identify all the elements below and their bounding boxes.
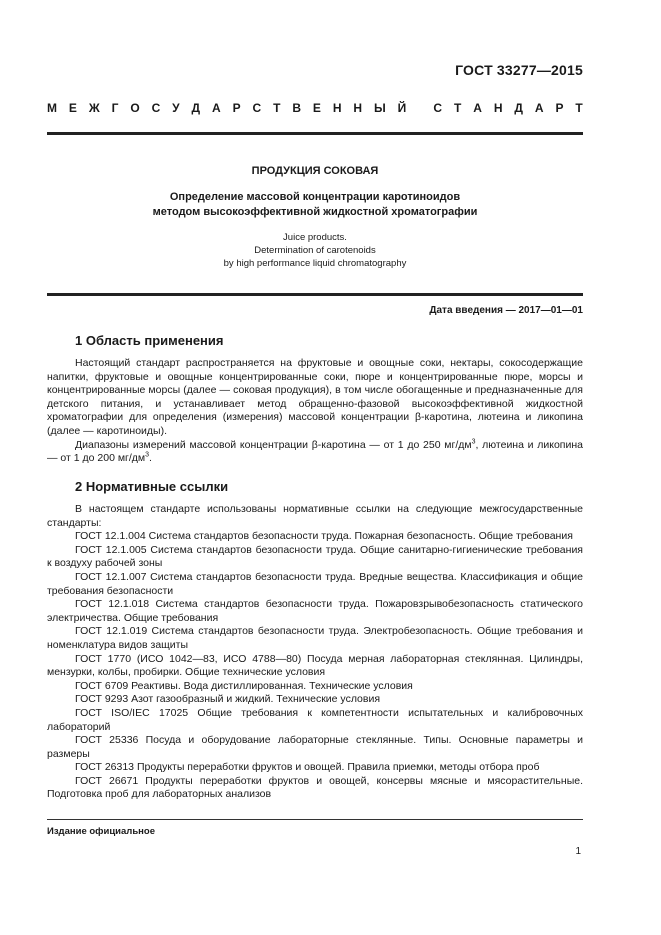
header-letter: Т [453, 101, 462, 115]
english-title-line: Juice products. [283, 232, 347, 243]
section-1-body [47, 357, 583, 466]
reference-item: ГОСТ 12.1.004 Система стандартов безопасности труда. Пожарная безопасность. Общие требования [75, 530, 573, 543]
reference-item: ГОСТ 12.1.007 Система стандартов безопасности труда. Вредные вещества. Классификация и общие требования безопасности [47, 570, 583, 597]
header-letter: А [534, 101, 544, 115]
reference-item: ГОСТ 25336 Посуда и оборудование лабораторные стеклянные. Типы. Основные параметры и размеры [47, 734, 583, 760]
header-letter: Д [514, 101, 523, 115]
header-letter: Р [555, 101, 564, 115]
header-letter: А [473, 101, 482, 115]
header-letter: Е [68, 101, 77, 115]
reference-item: ГОСТ 1770 (ИСО 1042—83, ИСО 4788—80) Посуда мерная лабораторная стеклянная. Цилиндры, мензурки, колбы, пробирки. Общие технические условия [47, 652, 583, 679]
page-number: 1 [575, 846, 581, 857]
section-2-title: 2 Нормативные ссылки [75, 479, 229, 494]
edition-label: Издание официальное [47, 826, 155, 837]
header-letter: Е [312, 101, 321, 115]
header-letter: Т [575, 101, 583, 115]
section-1-title: 1 Область применения [75, 333, 224, 348]
paragraph: В настоящем стандарте использованы нормативные ссылки на следующие межгосударственные стандарты: [47, 503, 583, 529]
english-title-line: by high performance liquid chromatography [223, 258, 407, 269]
header-letter: Ж [88, 101, 100, 115]
header-letter: М [47, 101, 57, 115]
document-subtitle [47, 190, 583, 220]
header-letter: Т [273, 101, 281, 115]
subtitle-line: Определение массовой концентрации каротиноидов [169, 191, 461, 203]
header-letter: Н [493, 101, 503, 115]
reference-item: ГОСТ 12.1.018 Система стандартов безопасности труда. Пожаровзрывобезопасность статического электричества. Общие требования [47, 598, 583, 624]
header-letter: Ы [373, 101, 386, 115]
header-gap [418, 101, 421, 115]
reference-item: ГОСТ 12.1.019 Система стандартов безопасности труда. Электробезопасность. Общие требования и номенклатура видов защиты [47, 625, 583, 651]
header-letter: Р [232, 101, 241, 115]
reference-item: ГОСТ 26313 Продукты переработки фруктов и овощей. Правила приемки, методы отбора проб [75, 761, 540, 774]
paragraph: Диапазоны измерений массовой концентрации β-каротина — от 1 до 250 $мг/дм^3$, лютеина и ликопина — от 1 до 200 $мг/дм^3$. [47, 438, 583, 465]
footer-rule [47, 819, 583, 820]
header-rule [47, 132, 583, 135]
english-title [47, 231, 583, 270]
header-letter: О [130, 101, 140, 115]
header-letter: С [151, 101, 161, 115]
document-title: ПРОДУКЦИЯ СОКОВАЯ [251, 165, 379, 177]
reference-item: ГОСТ ISO/IEC 17025 Общие требования к компетентности испытательных и калибровочных лабораторий [47, 706, 583, 733]
header-letter: В [292, 101, 301, 115]
header-letter: С [433, 101, 443, 115]
header-letter: Й [397, 101, 407, 115]
title-rule [47, 293, 583, 296]
paragraph: Настоящий стандарт распространяется на фруктовые и овощные соки, нектары, сокосодержащие напитки, фруктовые и овощные концентрированные соки, пюре и концентрированные пюре, морсы и концентрированные морсы (далее — соковая продукция), в том числе обогащенные и предназначенные для детского питания, и устанавливает метод обращенно-фазовой высокоэффективной жидкостной хроматографии для определения (измерения) массовой концентрации β-каротина, лютеина и ликопина (далее — каротиноиды). [47, 357, 583, 437]
reference-item: ГОСТ 6709 Реактивы. Вода дистиллированная. Технические условия [75, 679, 413, 692]
header-letter: С [252, 101, 262, 115]
header-letter: Н [353, 101, 363, 115]
doc-number: ГОСТ 33277—2015 [455, 62, 583, 78]
reference-item: ГОСТ 12.1.005 Система стандартов безопасности труда. Общие санитарно-гигиенические требования к воздуху рабочей зоны [47, 543, 583, 570]
header-letter: Н [332, 101, 342, 115]
reference-item: ГОСТ 26671 Продукты переработки фруктов и овощей, консервы мясные и мясорастительные. Подготовка проб для лабораторных анализов [47, 774, 583, 801]
header-letter: Д [191, 101, 201, 115]
introduction-date: Дата введения — 2017—01—01 [429, 305, 583, 316]
section-2-body [47, 503, 583, 802]
header-letter: А [211, 101, 221, 115]
subtitle-line: методом высокоэффективной жидкостной хроматографии [152, 206, 478, 218]
english-title-line: Determination of carotenoids [254, 245, 376, 256]
header-letter: У [172, 101, 180, 115]
header-letter: Г [111, 101, 119, 115]
reference-item: ГОСТ 9293 Азот газообразный и жидкий. Технические условия [75, 693, 381, 706]
standard-type-header [47, 101, 583, 115]
